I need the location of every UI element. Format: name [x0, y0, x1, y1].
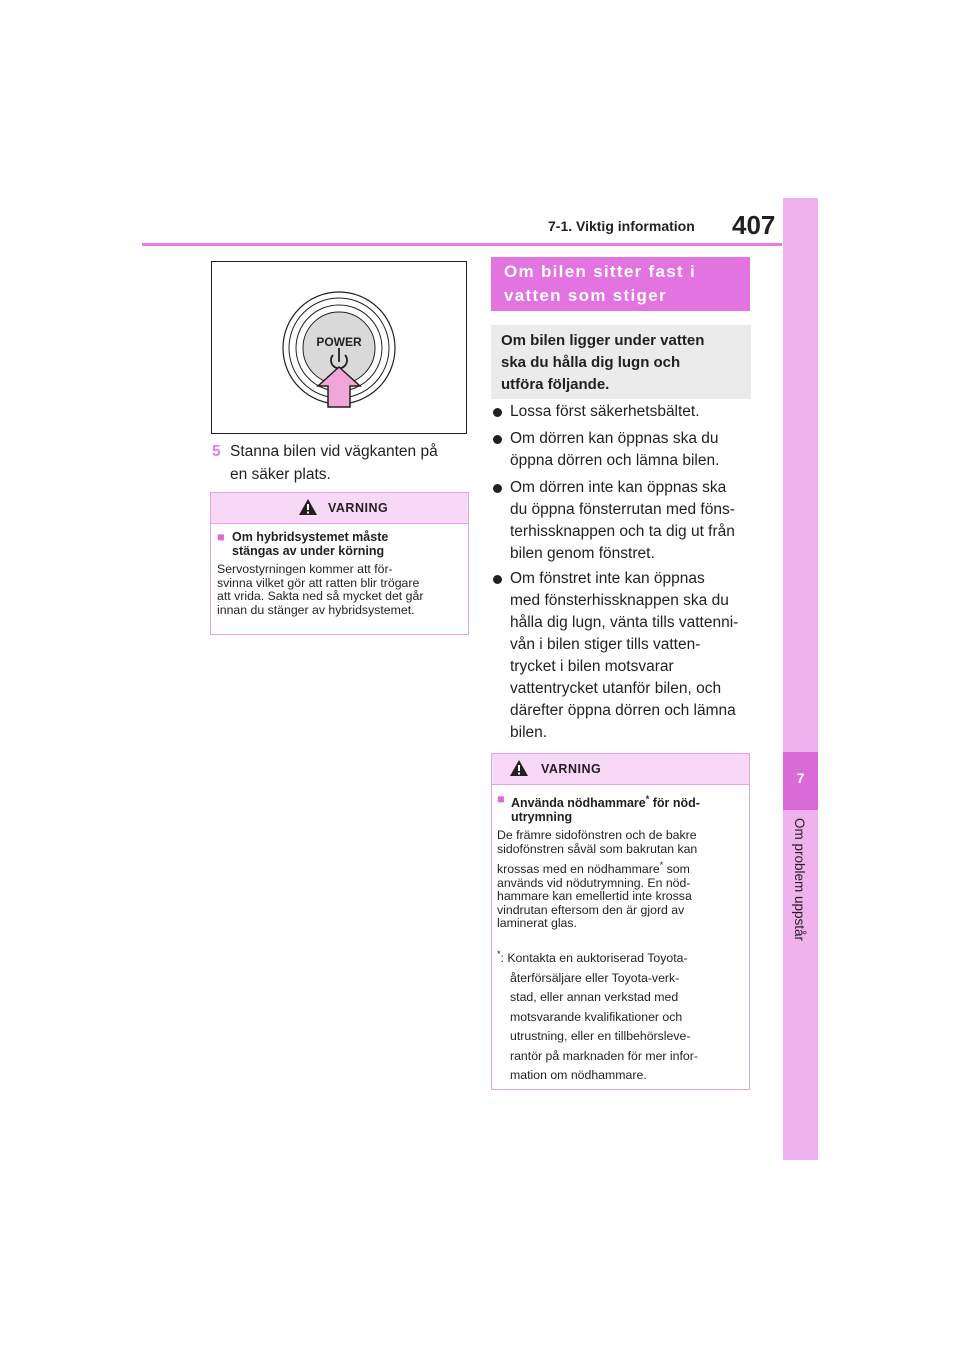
- warning-subtitle-line: Använda nödhammare* för nöd-: [511, 794, 700, 811]
- bullet-dot-icon: [493, 408, 502, 417]
- warning-body-line: sidofönstren såväl som bakrutan kan: [497, 841, 698, 856]
- chapter-side-tab: [783, 198, 818, 1160]
- list-item-line: Om dörren kan öppnas ska du: [510, 430, 719, 447]
- warning-header: [492, 754, 749, 785]
- bullet-square-icon: ■: [497, 792, 505, 806]
- warning-body-line: krossas med en nödhammare* som: [497, 860, 690, 877]
- footnote-line: återförsäljare eller Toyota-verk-: [510, 970, 680, 985]
- list-item-line: trycket i bilen motsvarar: [510, 658, 674, 675]
- footnote-line: *: Kontakta en auktoriserad Toyota-: [497, 949, 688, 966]
- step-line: en säker plats.: [230, 466, 331, 483]
- power-button-illustration: [212, 262, 466, 433]
- warning-title: VARNING: [541, 762, 602, 776]
- list-item-line: terhissknappen och ta dig ut från: [510, 523, 735, 540]
- section-heading-line: vatten som stiger: [504, 286, 667, 305]
- warning-body-line: att vrida. Sakta ned så mycket det går: [217, 589, 424, 603]
- list-item-line: du öppna fönsterrutan med föns-: [510, 501, 735, 518]
- section-heading-line: Om bilen sitter fast i: [504, 262, 697, 281]
- list-item-line: hålla dig lugn, vänta tills vattenni-: [510, 614, 739, 631]
- warning-box-hybrid: [210, 492, 469, 635]
- warning-body-line: De främre sidofönstren och de bakre: [497, 828, 697, 842]
- bullet-dot-icon: [493, 484, 502, 493]
- warning-body-line: vindrutan eftersom den är gjord av: [497, 902, 685, 917]
- section-intro: [491, 325, 751, 399]
- list-item-line: vattentrycket utanför bilen, och: [510, 680, 722, 697]
- list-item-line: Om dörren inte kan öppnas ska: [510, 479, 727, 496]
- section-heading: [491, 257, 750, 311]
- footnote-line: mation om nödhammare.: [510, 1068, 647, 1083]
- warning-title: VARNING: [328, 501, 389, 515]
- warning-body-line: svinna vilket gör att ratten blir trögare: [217, 575, 420, 590]
- bullet-square-icon: ■: [217, 530, 225, 544]
- warning-subtitle-line: Om hybridsystemet måste: [232, 530, 389, 544]
- intro-line: Om bilen ligger under vatten: [501, 332, 705, 349]
- list-item-line: öppna dörren och lämna bilen.: [510, 452, 720, 469]
- warning-body-line: används vid nödutrymning. En nöd-: [497, 875, 691, 890]
- warning-body-line: hammare kan emellertid inte krossa: [497, 889, 692, 904]
- warning-box-emergency-hammer: [491, 753, 750, 1090]
- list-item-line: bilen genom fönstret.: [510, 545, 655, 562]
- list-item-line: vån i bilen stiger tills vatten-: [510, 636, 701, 653]
- intro-line: ska du hålla dig lugn och: [501, 354, 681, 371]
- step-number: 5: [212, 443, 221, 460]
- warning-body-line: laminerat glas.: [497, 916, 577, 931]
- bullet-dot-icon: [493, 435, 502, 444]
- power-button-figure: [211, 261, 467, 434]
- list-item-line: Om fönstret inte kan öppnas: [510, 570, 705, 587]
- footnote-line: motsvarande kvalifikationer och: [510, 1009, 683, 1024]
- list-item-line: med fönsterhissknappen ska du: [510, 592, 729, 609]
- power-label: POWER: [316, 335, 362, 349]
- intro-line: utföra följande.: [501, 376, 610, 393]
- footnote-line: stad, eller annan verkstad med: [510, 990, 679, 1005]
- bullet-dot-icon: [493, 575, 502, 584]
- warning-subtitle: [217, 530, 467, 558]
- section-header-title: 7-1. Viktig information: [548, 218, 695, 234]
- warning-subtitle: [497, 792, 747, 824]
- list-item-line: Lossa först säkerhetsbältet.: [510, 403, 700, 420]
- warning-body-line: Servostyrningen kommer att för-: [217, 562, 393, 576]
- list-item-line: bilen.: [510, 724, 548, 741]
- warning-body: [217, 563, 467, 617]
- step-line: Stanna bilen vid vägkanten på: [230, 443, 438, 460]
- footnote-line: rantör på marknaden för mer infor-: [510, 1048, 698, 1063]
- step-text: [230, 440, 470, 486]
- chapter-label: Om problem uppstår: [792, 818, 807, 942]
- footnote: [497, 945, 747, 1086]
- header-rule: [142, 243, 782, 246]
- warning-header: [211, 493, 468, 524]
- warning-triangle-icon: [509, 759, 529, 777]
- page-number: 407: [732, 210, 776, 240]
- warning-subtitle-line: utrymning: [511, 810, 573, 825]
- warning-triangle-icon: [298, 498, 318, 516]
- list-item-line: därefter öppna dörren och lämna: [510, 702, 736, 719]
- warning-body-line: innan du stänger av hybridsystemet.: [217, 602, 415, 617]
- chapter-number: 7: [796, 770, 805, 786]
- warning-subtitle-line: stängas av under körning: [232, 544, 385, 558]
- footnote-line: utrustning, eller en tillbehörsleve-: [510, 1029, 691, 1044]
- warning-body: [497, 829, 747, 931]
